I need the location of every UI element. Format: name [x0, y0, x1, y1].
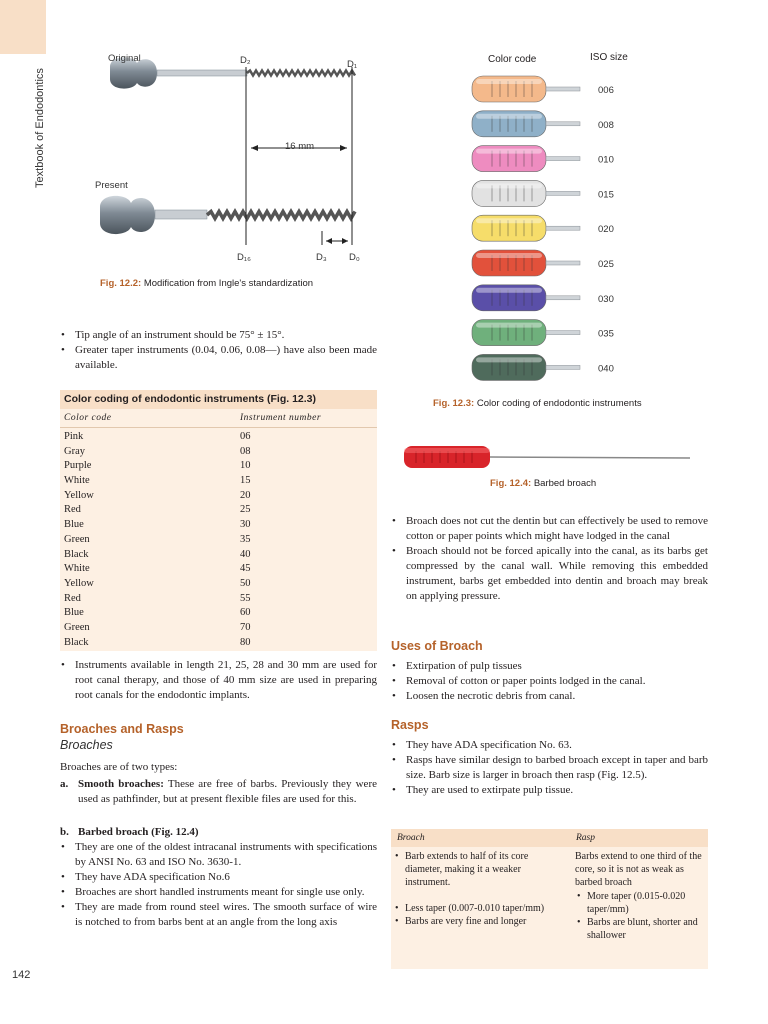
handle-015	[472, 180, 614, 206]
broaches-intro: Broaches are of two types:	[60, 761, 178, 773]
broach-column	[393, 850, 558, 928]
rasp-more-taper: • More taper (0.015-0.020 taper/mm)	[575, 890, 703, 916]
color-handles	[468, 72, 643, 384]
present-twist	[207, 212, 355, 219]
handle-shaft	[546, 331, 580, 335]
bullet-extirpation: • Extirpation of pulp tissues	[388, 659, 708, 674]
handle-010	[472, 146, 614, 172]
label-16mm: 16 mm	[285, 141, 315, 152]
iso-size-label: 008	[598, 119, 614, 131]
handle-025	[472, 250, 614, 276]
iso-size-label: 010	[598, 154, 614, 166]
color-cell: Green	[64, 533, 90, 545]
color-cell: Yellow	[64, 489, 94, 501]
heading-rasps: Rasps	[391, 718, 429, 732]
bullet-removal-cotton: • Removal of cotton or paper points lodged in the canal.	[388, 674, 708, 689]
number-cell: 80	[240, 636, 251, 648]
handle-020	[472, 215, 614, 241]
handle-shaft	[546, 157, 580, 161]
iso-size-label: 030	[598, 293, 614, 305]
color-table-row	[60, 430, 377, 445]
color-table-row	[60, 577, 377, 592]
handle-shaft	[546, 226, 580, 230]
rasp-column	[575, 850, 703, 942]
left-bullets-top	[57, 328, 377, 373]
broach-barb-half: • Barb extends to half of its core diameter, making it a weaker instrument.	[393, 850, 558, 890]
color-cell: White	[64, 475, 90, 487]
handle-shaft	[546, 365, 580, 369]
handle-shaft	[546, 87, 580, 91]
caption-fig-12-2: Fig. 12.2: Modification from Ingle's standardization	[100, 278, 314, 289]
bullet-broach-not-cut: • Broach does not cut the dentin but can effectively be used to remove cotton or paper points which might have lodged in the canal	[388, 514, 708, 544]
color-table-row	[60, 503, 377, 518]
iso-size-label: 015	[598, 189, 614, 201]
number-cell: 60	[240, 607, 251, 619]
right-bullets-top	[388, 514, 708, 604]
handle-shaft	[546, 261, 580, 265]
label-d1: D₁	[347, 59, 358, 70]
color-cell: White	[64, 563, 90, 575]
color-cell: Black	[64, 636, 89, 648]
color-coding-table	[60, 390, 377, 651]
broach-less-taper: • Less taper (0.007-0.010 taper/mm)	[393, 902, 558, 915]
label-original: Original	[108, 53, 141, 64]
broach-rasp-table	[391, 829, 708, 969]
figure-12-4-barbed-broach	[402, 443, 694, 471]
handle-008	[472, 111, 614, 137]
color-cell: Green	[64, 621, 90, 633]
header-iso-size: ISO size	[590, 52, 628, 63]
page-number: 142	[12, 969, 31, 981]
iso-size-label: 020	[598, 224, 614, 236]
number-cell: 06	[240, 431, 251, 442]
label-d2: D₂	[240, 55, 251, 66]
color-table-row	[60, 445, 377, 460]
barbed-broach-item: b. Barbed broach (Fig. 12.4)	[60, 826, 199, 838]
color-cell: Blue	[64, 519, 84, 531]
bullet-extirpate: • They are used to extirpate pulp tissue.	[388, 783, 708, 798]
color-cell: Purple	[64, 460, 92, 472]
bullet-tip-angle: • Tip angle of an instrument should be 75° ± 15°.	[57, 328, 377, 343]
label-d3: D₃	[316, 252, 327, 263]
number-cell: 45	[240, 563, 251, 575]
rasp-barb-third: Barbs extend to one third of the core, so it is not as weak as barbed broach	[575, 851, 702, 889]
broach-barbs-fine: • Barbs are very fine and longer	[393, 915, 558, 928]
original-twist	[247, 71, 355, 76]
heading-uses-of-broach: Uses of Broach	[391, 639, 483, 653]
bullet-ada-63: • They have ADA specification No. 63.	[388, 738, 708, 753]
handle-shaft	[546, 122, 580, 126]
color-table-header: Color code Instrument number	[60, 409, 377, 428]
color-table-row	[60, 518, 377, 533]
color-table-row	[60, 621, 377, 636]
caption-fig-12-3: Fig. 12.3: Color coding of endodontic instruments	[433, 398, 642, 409]
iso-size-label: 006	[598, 85, 614, 96]
color-table-title: Color coding of endodontic instruments (Fig. 12.3)	[60, 390, 377, 409]
color-cell: Red	[64, 592, 81, 604]
iso-size-label: 040	[598, 363, 614, 375]
number-cell: 30	[240, 519, 251, 531]
color-table-row	[60, 533, 377, 548]
number-cell: 08	[240, 445, 251, 457]
label-present: Present	[95, 180, 128, 191]
rasp-barbs-blunt: • Barbs are blunt, shorter and shallower	[575, 916, 703, 942]
bullet-round-steel: • They are made from round steel wires. The smooth surface of wire is notched to from barbs bent at an angle from the long axis	[57, 900, 377, 930]
barbed-broach-bullets	[57, 840, 377, 930]
label-d0: D₀	[349, 252, 360, 263]
figure-12-2	[95, 45, 375, 270]
color-table-row	[60, 592, 377, 607]
number-cell: 15	[240, 475, 251, 487]
header-color-code: Color code	[488, 54, 537, 65]
handle-040	[472, 354, 614, 380]
label-d16: D₁₆	[237, 252, 251, 263]
smooth-broaches-item: a. Smooth broaches: These are free of barbs. Previously they were used as pathfinder, but at present flexible files are used for this.	[60, 778, 377, 805]
number-cell: 55	[240, 592, 251, 604]
iso-size-label: 025	[598, 259, 614, 270]
color-table-row	[60, 606, 377, 621]
length-bullet-list	[57, 658, 377, 703]
handle-006	[472, 76, 614, 102]
bullet-similar-design: • Rasps have similar design to barbed broach except in taper and barb size. Barb size is larger in broach then rasp (Fig. 12.5).	[388, 753, 708, 783]
number-cell: 10	[240, 460, 251, 472]
color-table-row	[60, 474, 377, 489]
present-handle	[100, 196, 155, 234]
color-table-row	[60, 459, 377, 474]
number-cell: 50	[240, 577, 251, 589]
number-cell: 35	[240, 533, 251, 545]
handle-035	[472, 320, 614, 346]
rasps-bullets	[388, 738, 708, 798]
broach-shaft	[490, 457, 690, 458]
color-cell: Blue	[64, 607, 84, 619]
color-cell: Pink	[64, 431, 84, 442]
book-title: Textbook of Endodontics	[34, 68, 46, 188]
handle-shaft	[546, 191, 580, 195]
color-cell: Yellow	[64, 577, 94, 589]
iso-size-label: 035	[598, 328, 614, 340]
bullet-not-forced: • Broach should not be forced apically into the canal, as its barbs get compressed by the canal wall. While removing this embedded instrument, barbs get embedded into dentin and broach may break on applying pressure.	[388, 544, 708, 604]
bullet-oldest: • They are one of the oldest intracanal instruments with specifications by ANSI No. 63 and ISO No. 3630-1.	[57, 840, 377, 870]
color-cell: Gray	[64, 445, 85, 457]
bullet-loosen-debris: • Loosen the necrotic debris from canal.	[388, 689, 708, 704]
bullet-ada-6: • They have ADA specification No.6	[57, 870, 377, 885]
color-table-row	[60, 636, 377, 651]
color-table-row	[60, 562, 377, 577]
caption-fig-12-4: Fig. 12.4: Barbed broach	[490, 478, 597, 489]
handle-030	[472, 285, 614, 311]
color-cell: Red	[64, 504, 81, 516]
number-cell: 25	[240, 504, 251, 516]
bullet-lengths: • Instruments available in length 21, 25, 28 and 30 mm are used for root canal therapy, and those of 40 mm size are used in preparing root canals for the endodontic implants.	[57, 658, 377, 703]
bullet-greater-taper: • Greater taper instruments (0.04, 0.06, 0.08—) have also been made available.	[57, 343, 377, 373]
subheading-broaches: Broaches	[60, 738, 113, 752]
bullet-short-handled: • Broaches are short handled instruments meant for single use only.	[57, 885, 377, 900]
number-cell: 20	[240, 489, 251, 501]
color-cell: Black	[64, 548, 89, 560]
number-cell: 70	[240, 621, 251, 633]
color-table-row	[60, 548, 377, 563]
uses-bullets	[388, 659, 708, 704]
number-cell: 40	[240, 548, 251, 560]
heading-broaches-rasps: Broaches and Rasps	[60, 722, 184, 736]
handle-shaft	[546, 296, 580, 300]
compare-table-header: Broach Rasp	[391, 829, 708, 847]
color-table-row	[60, 489, 377, 504]
